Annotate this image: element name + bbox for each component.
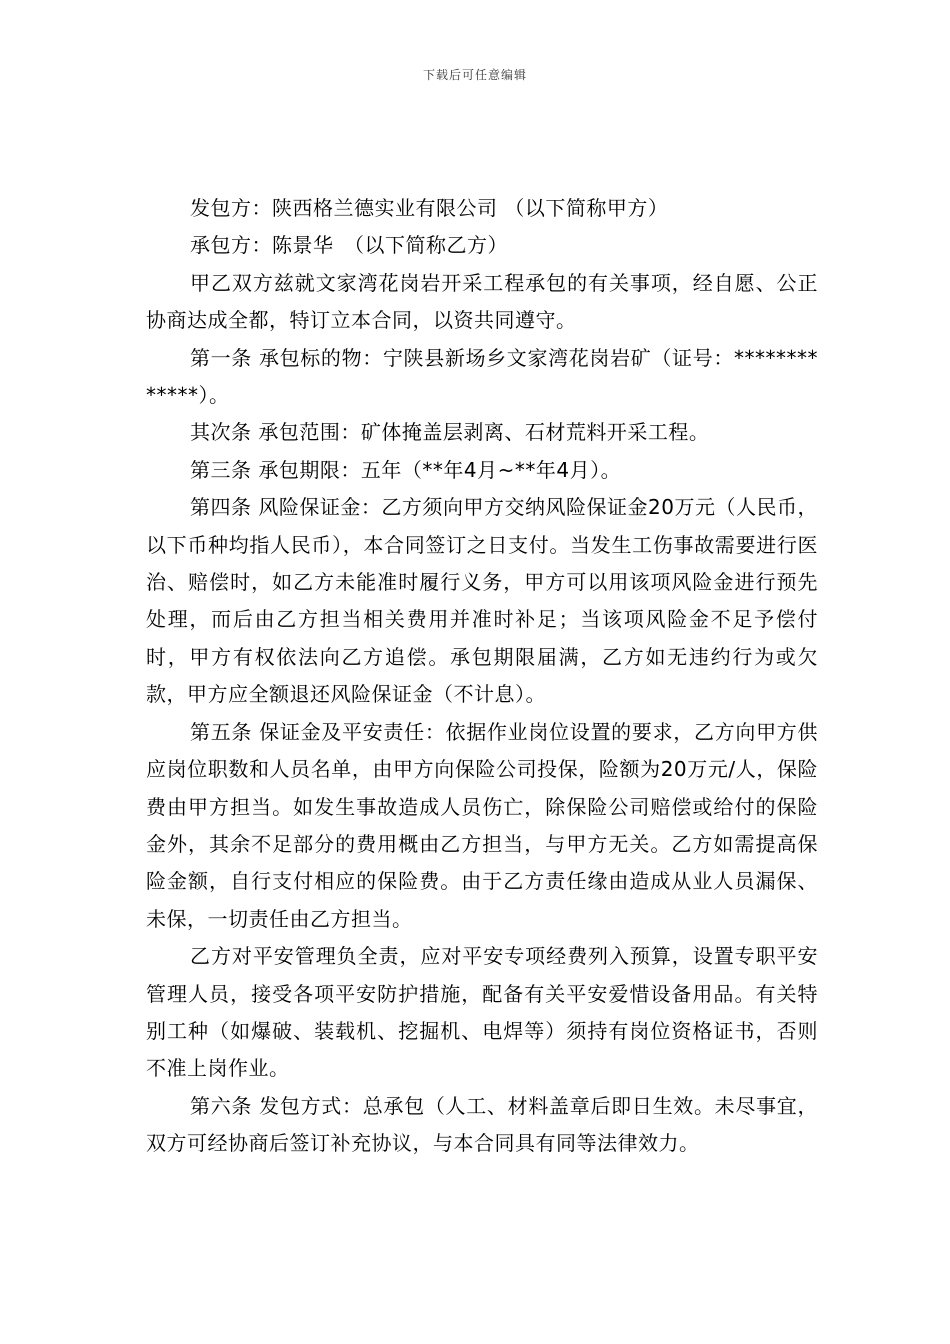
- paragraph-contractor: 承包方：陈景华 （以下简称乙方）: [190, 233, 508, 258]
- page-header-note: 下载后可任意编辑: [422, 68, 527, 82]
- paragraph-article-2: 其次条 承包范围：矿体掩盖层剥离、石材荒料开采工程。: [190, 420, 710, 445]
- paragraph-employer: 发包方：陕西格兰德实业有限公司 （以下简称甲方）: [190, 196, 669, 220]
- paragraph-article-6: 第六条 发包方式：总承包（人工、材料盖章后即日生效。未尽事宜，双方可经协商后签订补充协议，与本合同具有同等法律效力。: [146, 1093, 818, 1156]
- paragraph-preamble: 甲乙双方兹就文家湾花岗岩开采工程承包的有关事项，经自愿、公正协商达成全都，特订立本合同，以资共同遵守。: [146, 270, 818, 333]
- paragraph-article-1: 第一条 承包标的物：宁陕县新场乡文家湾花岗岩矿（证号：*************）。: [146, 345, 818, 408]
- paragraph-article-3: 第三条 承包期限：五年（**年4月~**年4月）。: [190, 457, 622, 482]
- paragraph-article-4: 第四条 风险保证金：乙方须向甲方交纳风险保证金20万元（人民币，以下币种均指人民币），本合同签订之日支付。当发生工伤事故需要进行医治、赔偿时，如乙方未能准时履行义务，甲方可以用该项风险金进行预先处理，而后由乙方担当相关费用并准时补足；当该项风险金不足予偿付时，甲方有权依法向乙方追偿。承包期限届满，乙方如无违约行为或欠款，甲方应全额退还风险保证金（不计息）。: [146, 495, 818, 707]
- contract-body: [146, 190, 818, 1163]
- paragraph-article-5: 第五条 保证金及平安责任：依据作业岗位设置的要求，乙方向甲方供应岗位职数和人员名单，由甲方向保险公司投保，险额为20万元/人，保险费由甲方担当。如发生事故造成人员伤亡，除保险公司赔偿或给付的保险金外，其余不足部分的费用概由乙方担当，与甲方无关。乙方如需提高保险金额，自行支付相应的保险费。由于乙方责任缘由造成从业人员漏保、未保，一切责任由乙方担当。: [146, 719, 818, 931]
- paragraph-safety: 乙方对平安管理负全责，应对平安专项经费列入预算，设置专职平安管理人员，接受各项平安防护措施，配备有关平安爱惜设备用品。有关特别工种（如爆破、装载机、挖掘机、电焊等）须持有岗位资格证书，否则不准上岗作业。: [146, 944, 818, 1081]
